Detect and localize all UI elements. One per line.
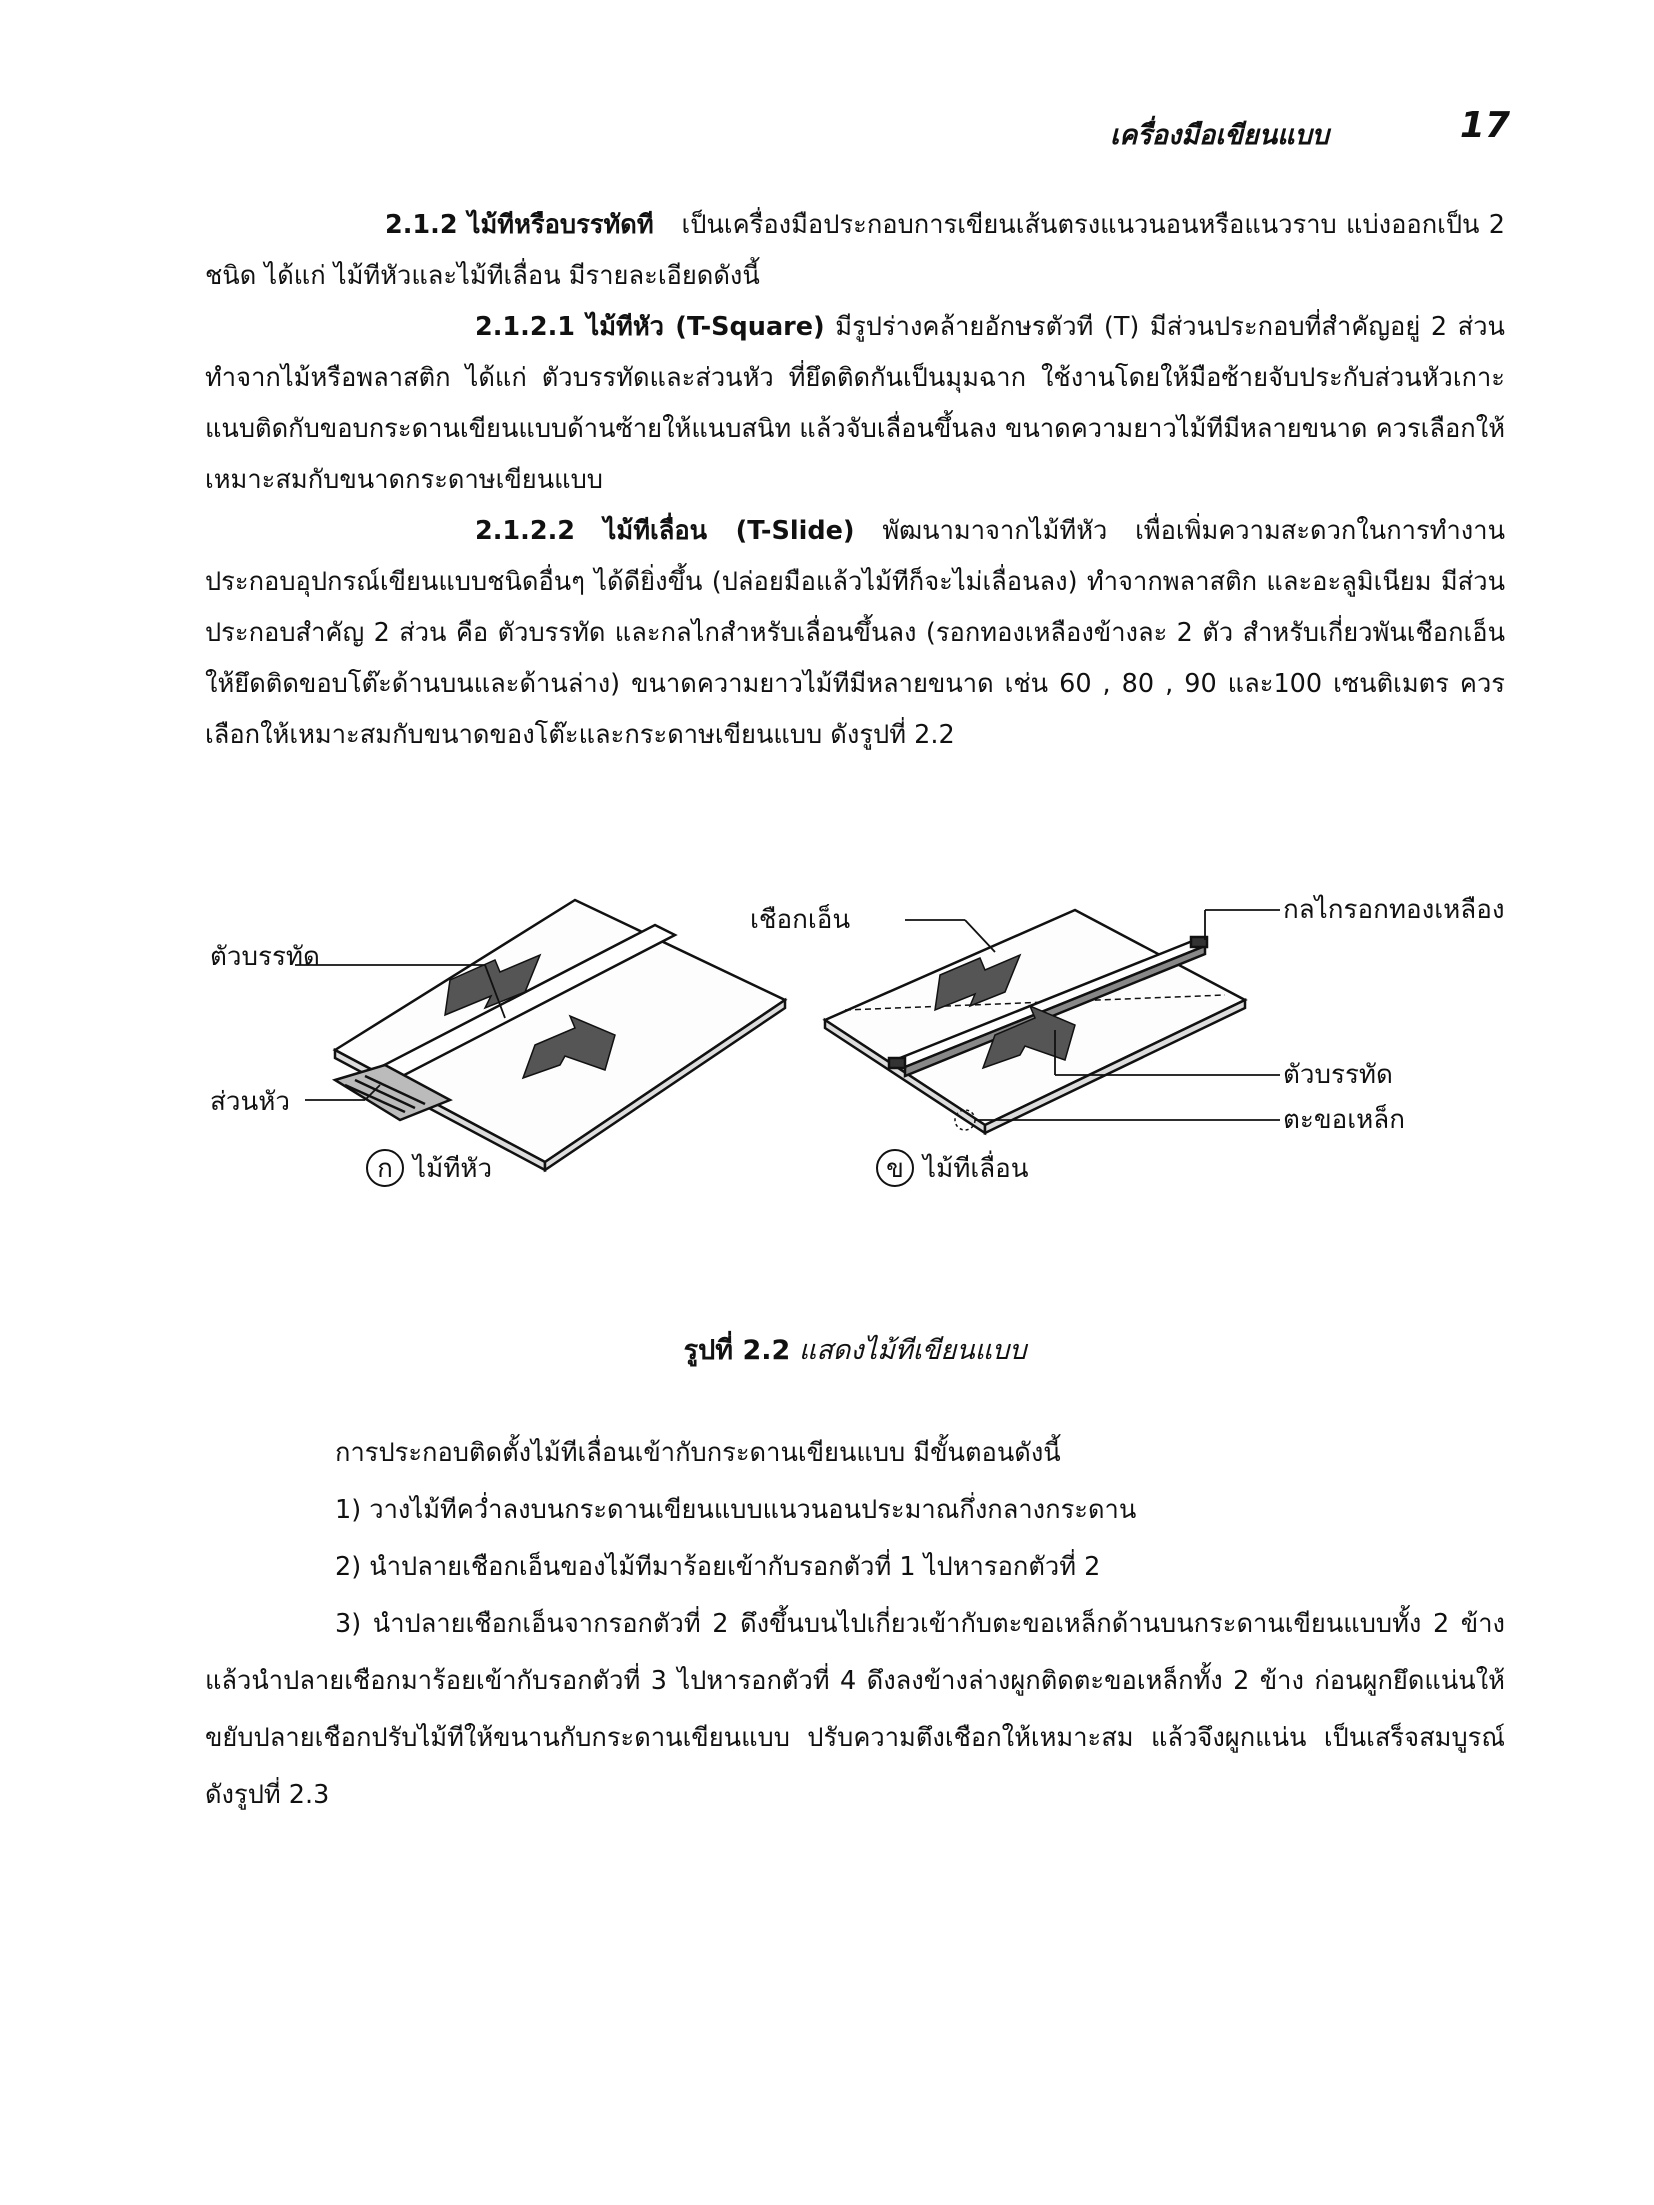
t-square-illustration [205,880,1505,1240]
assembly-step-3: 3) นำปลายเชือกเอ็นจากรอกตัวที่ 2 ดึงขึ้นบนไปเกี่ยวเข้ากับตะขอเหล็กด้านบนกระดานเขียนแบบทั้ง 2 ข้าง แล้วนำปลายเชือกมาร้อยเข้ากับรอกตัวที่ 3 ไปหารอกตัวที่ 4 ดึงลงข้างล่างผูกติดตะขอเหล็กทั้ง 2 ข้าง ก่อนผูกยึดแน่นให้ขยับปลายเชือกปรับไม้ทีให้ขนานกับกระดานเขียนแบบ ปรับความตึงเชือกให้เหมาะสม แล้วจึงผูกแน่น เป็นเสร็จสมบูรณ์ ดังรูปที่ 2.3 [205,1609,1505,1810]
label-ruler-right: ตัวบรรทัด [1283,1060,1393,1090]
caption-label: รูปที่ 2.2 [683,1335,791,1366]
section-heading-2-1-2-2: 2.1.2.2 ไม้ทีเลื่อน (T-Slide) [475,516,855,546]
paragraph-2-1-2-1 [205,302,1505,506]
section-heading-2-1-2-1: 2.1.2.1 ไม้ทีหัว (T-Square) [475,312,825,342]
paragraph-text: พัฒนามาจากไม้ทีหัว เพื่อเพิ่มความสะดวกในการทำงานประกอบอุปกรณ์เขียนแบบชนิดอื่นๆ ได้ดียิ่งขึ้น (ปล่อยมือแล้วไม้ทีก็จะไม่เลื่อนลง) ทำจากพลาสติก และอะลูมิเนียม มีส่วนประกอบสำคัญ 2 ส่วน คือ ตัวบรรทัด และกลไกสำหรับเลื่อนขึ้นลง (รอกทองเหลืองข้างละ 2 ตัว สำหรับเกี่ยวพันเชือกเอ็นให้ยึดติดขอบโต๊ะด้านบนและด้านล่าง) ขนาดความยาวไม้ทีมีหลายขนาด เช่น 60 , 80 , 90 และ100 เซนติเมตร ควรเลือกให้เหมาะสมกับขนาดของโต๊ะและกระดาษเขียนแบบ ดังรูปที่ 2.2 [205,516,1505,750]
assembly-steps [205,1425,1505,1824]
assembly-step-1: 1) วางไม้ทีคว่ำลงบนกระดานเขียนแบบแนวนอนประมาณกึ่งกลางกระดาน [335,1495,1137,1525]
label-head: ส่วนหัว [210,1087,290,1117]
page-number: 17 [1459,105,1510,146]
assembly-step-2: 2) นำปลายเชือกเอ็นของไม้ทีมาร้อยเข้ากับรอกตัวที่ 1 ไปหารอกตัวที่ 2 [335,1552,1101,1582]
running-header [1110,105,1510,165]
figure-caption [205,1328,1505,1371]
t-square-name: ไม้ทีหัว [413,1154,493,1184]
main-text [205,200,1505,761]
label-hook: ตะขอเหล็ก [1283,1105,1405,1135]
label-ruler-left: ตัวบรรทัด [210,942,320,972]
figure-2-2 [205,880,1505,1240]
marker-right: ข [886,1154,904,1184]
t-square-drawing [295,900,785,1170]
paragraph-2-1-2-2 [205,506,1505,761]
marker-left: ก [377,1154,393,1184]
assembly-intro: การประกอบติดตั้งไม้ทีเลื่อนเข้ากับกระดานเขียนแบบ มีขั้นตอนดังนี้ [335,1438,1061,1468]
paragraph-text: เป็นเครื่องมือประกอบการเขียนเส้นตรงแนวนอนหรือแนวราบ แบ่งออกเป็น 2 ชนิด ได้แก่ ไม้ทีหัวและไม้ทีเลื่อน มีรายละเอียดดังนี้ [205,210,1505,291]
paragraph-text: มีรูปร่างคล้ายอักษรตัวที (T) มีส่วนประกอบที่สำคัญอยู่ 2 ส่วน ทำจากไม้หรือพลาสติก ได้แก่ ตัวบรรทัดและส่วนหัว ที่ยึดติดกันเป็นมุมฉาก ใช้งานโดยให้มือซ้ายจับประกับส่วนหัวเกาะแนบติดกับขอบกระดานเขียนแบบด้านซ้ายให้แนบสนิท แล้วจับเลื่อนขึ้นลง ขนาดความยาวไม้ทีมีหลายขนาด ควรเลือกให้เหมาะสมกับขนาดกระดาษเขียนแบบ [205,312,1506,495]
label-string: เชือกเอ็น [750,905,851,935]
t-slide-name: ไม้ทีเลื่อน [923,1154,1029,1184]
label-pulley: กลไกรอกทองเหลือง [1283,895,1505,925]
paragraph-2-1-2 [205,200,1505,302]
section-heading-2-1-2: 2.1.2 ไม้ทีหรือบรรทัดที [385,210,654,240]
header-title: เครื่องมือเขียนแบบ [1110,120,1329,151]
t-slide-drawing [825,910,1280,1133]
caption-text: แสดงไม้ทีเขียนแบบ [798,1335,1027,1366]
